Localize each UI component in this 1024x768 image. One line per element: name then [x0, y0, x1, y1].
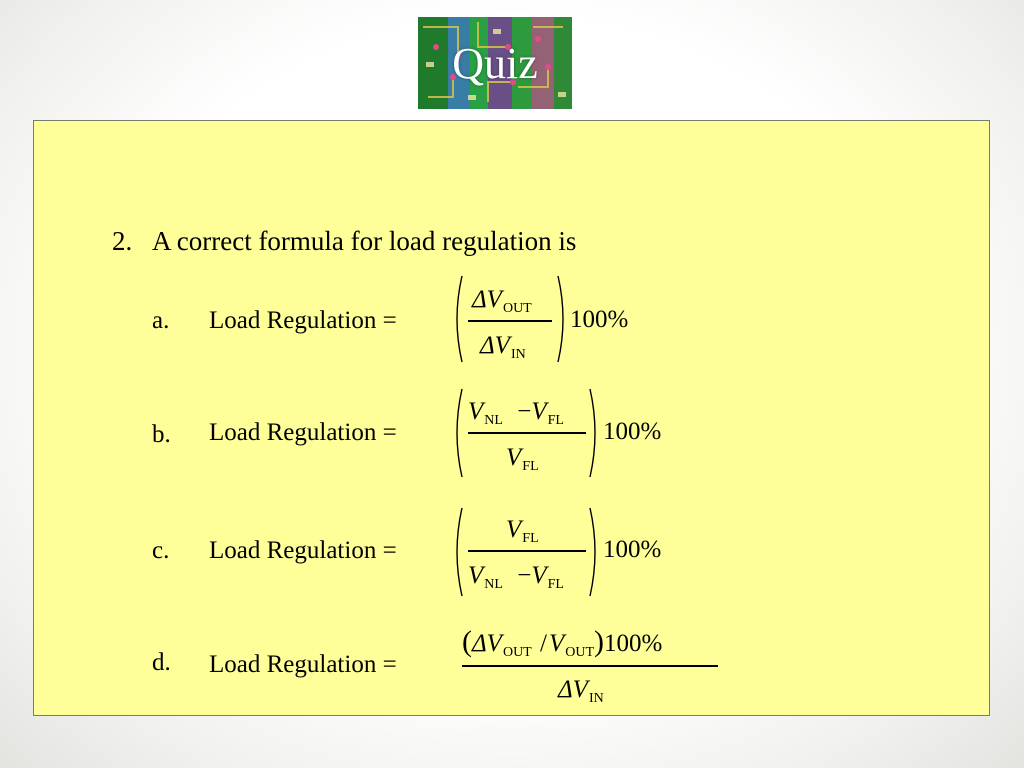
option-b-multiplier: 100%: [603, 418, 662, 445]
option-letter-b: b.: [152, 421, 171, 448]
option-a-fraction-bar: [468, 320, 552, 322]
question: [112, 224, 576, 258]
option-a-multiplier: 100%: [570, 306, 629, 333]
left-paren: [450, 274, 464, 364]
right-paren: [588, 387, 602, 479]
option-a-label: Load Regulation =: [209, 307, 397, 334]
left-paren: [450, 387, 464, 479]
option-letter-d: d.: [152, 649, 171, 676]
option-c-denominator: $V_{NL} -V_{FL}$: [468, 562, 564, 592]
option-c-label: Load Regulation =: [209, 537, 397, 564]
right-paren: [556, 274, 570, 364]
option-c-fraction-bar: [468, 550, 586, 552]
title-banner: [418, 17, 572, 109]
option-d-label: Load Regulation =: [209, 651, 397, 678]
slide-title: Quiz: [452, 39, 538, 88]
option-b-denominator: $V_{FL}$: [506, 444, 539, 474]
option-b-numerator: $V_{NL} -V_{FL}$: [468, 398, 564, 428]
option-d-numerator: ($\Delta V_{OUT}$ $/V_{OUT})100\%$: [462, 625, 663, 660]
left-paren: [450, 506, 464, 598]
question-number: 2.: [112, 226, 133, 256]
option-a-denominator: $\Delta V_{IN}$: [480, 332, 526, 362]
option-letter-c: c.: [152, 537, 170, 564]
option-a-numerator: $\Delta V_{OUT}$: [472, 286, 532, 316]
option-d-fraction-bar: [462, 665, 718, 667]
option-c-multiplier: 100%: [603, 536, 662, 563]
option-b-fraction-bar: [468, 432, 586, 434]
option-d-denominator: $\Delta V_{IN}$: [558, 676, 604, 706]
right-paren: [588, 506, 602, 598]
question-text: A correct formula for load regulation is: [152, 226, 577, 256]
option-letter-a: a.: [152, 307, 170, 334]
option-b-label: Load Regulation =: [209, 419, 397, 446]
option-c-numerator: $V_{FL}$: [506, 516, 539, 546]
